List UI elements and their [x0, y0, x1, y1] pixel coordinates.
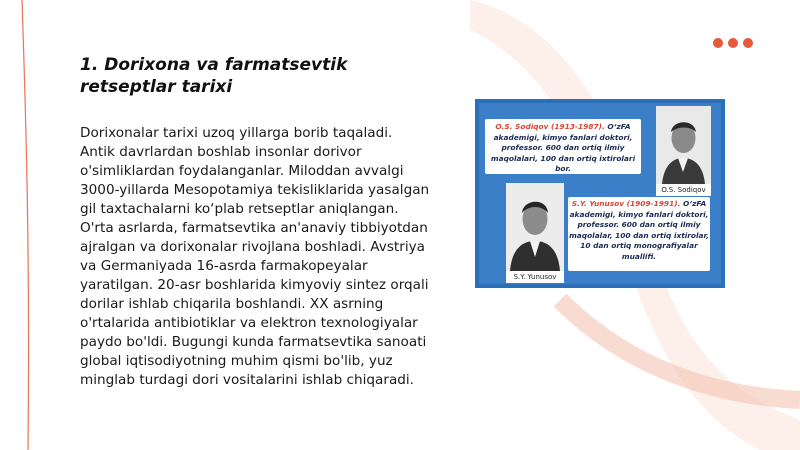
slide-body-text: Dorixonalar tarixi uzoq yillarga borib taqaladi. Antik davrlardan boshlab insonlar dorivor o'simliklardan foydalanganlar. Miloddan avvalgi 3000-yillarda Mesopotamiya tekisliklarida yasalgan gil taxtachalarni ko‘plab retseptlar aniqlangan. O'rta asrlarda, farmatsevtika an'anaviy tibbiyotdan ajralgan va dorixonalar rivojlana boshladi. Avstriya va Germaniyada 16-asrda farmakopeyalar yaratilgan. 20-asr boshlarida kimyoviy sintez orqali dorilar ishlab chiqarila boshlandi. XX asrning o'rtalarida antibiotiklar va elektron texnologiyalar paydo bo'ldi. Bugungi kunda farmatsevtika sanoati global iqtisodiyotning muhim qismi bo'lib, yuz minglab turdagi dori vositalarini ishlab chiqaradi. — [80, 125, 430, 388]
sodiqov-description: O‘zFA akademigi, kimyo fanlari doktori, professor. 600 dan ortiq ilmiy maqolalari, 100 dan ortiq ixtirolari bor. — [490, 122, 636, 173]
scientists-figure — [475, 99, 725, 288]
dot — [728, 38, 738, 48]
dot — [713, 38, 723, 48]
portrait-image-icon — [656, 106, 711, 184]
sodiqov-name: O.S. Sodiqov (1913-1987). — [495, 122, 605, 131]
yunusov-description: O‘zFA akademigi, kimyo fanlari doktori, professor. 600 dan ortiq ilmiy maqolalar, 100 dan ortiq ixtirolar, 10 dan ortiq monografiyalar muallifi. — [569, 199, 709, 261]
sodiqov-caption: O.S. Sodiqov — [656, 184, 711, 196]
sodiqov-portrait — [656, 106, 711, 196]
yunusov-caption: S.Y. Yunusov — [506, 271, 564, 283]
slide-title: 1. Dorixona va farmatsevtik retseptlar tarixi — [80, 55, 348, 97]
portrait-image-icon — [506, 183, 564, 271]
yunusov-info-card — [568, 197, 710, 271]
sodiqov-info-card — [485, 119, 641, 174]
dots-icon — [713, 38, 753, 48]
yunusov-portrait — [506, 183, 564, 283]
dot — [743, 38, 753, 48]
yunusov-name: S.Y. Yunusov (1909-1991). — [571, 199, 681, 208]
